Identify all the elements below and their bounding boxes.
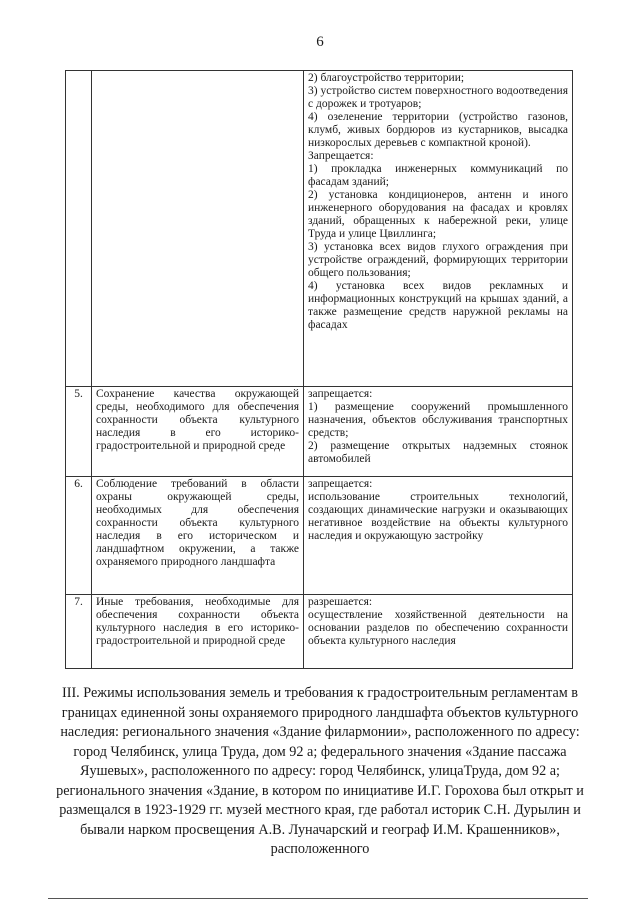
table-cell-regime [304,477,573,595]
table-cell-number: 7. [66,595,92,669]
table-row-continuation [66,71,573,387]
regime-line: осуществление хозяйственной деятельности на основании разделов по обеспечению сохранности объекта культурного наследия [308,609,568,647]
regime-line: 3) установка всех видов глухого ограждения при устройстве ограждений, формирующих территории общего пользования; [308,241,568,279]
table-cell-regime [304,71,573,387]
regime-line: 4) озеленение территории (устройство газонов, клумб, живых бордюров из кустарников, высадка низкорослых деревьев с компактной кроной). [308,111,568,149]
regime-line: 1) прокладка инженерных коммуникаций по фасадам зданий; [308,163,568,188]
table-cell-number [66,71,92,387]
table-row [66,595,573,669]
regime-line: запрещается: [308,478,373,490]
table-cell-regime [304,595,573,669]
table-row [66,477,573,595]
regime-line: разрешается: [308,596,373,608]
regime-line: 1) размещение сооружений промышленного назначения, объектов обслуживания транспортных средств; [308,401,568,439]
section-heading-paragraph: III. Режимы использования земель и требования к градостроительным регламентам в границах единенной зоны охраняемого природного ландшафта объектов культурного наследия: регионального значения «Здание филармонии», расположенного по адресу: город Челябинск, улица Труда, дом 92 а; федерального значения «Здание пассажа Яушевых», расположенного по адресу: город Челябинск, улицаТруда, дом 92 а; регионального значения «Здание, в котором по инициативе И.Г. Горохова был открыт и размещался в 1923-1929 гг. музей местного края, где работал историк С.Н. Дурылин и бывали нарком просвещения А.В. Луначарский и географ И.М. Крашенников», расположенного [56,685,584,857]
page-number: 6 [316,34,324,50]
table-cell-requirement: Сохранение качества окружающей среды, необходимого для обеспечения сохранности объекта культурного наследия в его историко-градостроительной и природной среде [92,387,304,477]
regime-line: 2) благоустройство территории; [308,72,465,84]
table-cell-requirement: Соблюдение требований в области охраны окружающей среды, необходимых для обеспечения сохранности объекта культурного наследия в его историческом и ландшафтном окружении, а также охраняемого природного ландшафта [92,477,304,595]
table-row [66,387,573,477]
table-cell-requirement [92,71,304,387]
regime-line: Запрещается: [308,150,374,162]
regime-line: 3) устройство систем поверхностного водоотведения с дорожек и тротуаров; [308,85,568,110]
page-bottom-divider [48,898,588,899]
table-cell-number: 5. [66,387,92,477]
regime-line: запрещается: [308,388,373,400]
table-cell-requirement: Иные требования, необходимые для обеспечения сохранности объекта культурного наследия в его историко-градостроительной и природной среде [92,595,304,669]
regulations-table [65,70,573,669]
regime-line: 4) установка всех видов рекламных и информационных конструкций на крышах зданий, а также размещение средств наружной рекламы на фасадах [308,280,568,331]
regime-line: использование строительных технологий, создающих динамические нагрузки и оказывающих негативное воздействие на объекты культурного наследия и окружающую застройку [308,491,568,542]
table-cell-regime [304,387,573,477]
regime-line: 2) установка кондиционеров, антенн и иного инженерного оборудования на фасадах и кровлях зданий, обращенных к набережной реки, улице Труда и улице Цвиллинга; [308,189,568,240]
regime-line: 2) размещение открытых надземных стоянок автомобилей [308,440,568,465]
table-cell-number: 6. [66,477,92,595]
